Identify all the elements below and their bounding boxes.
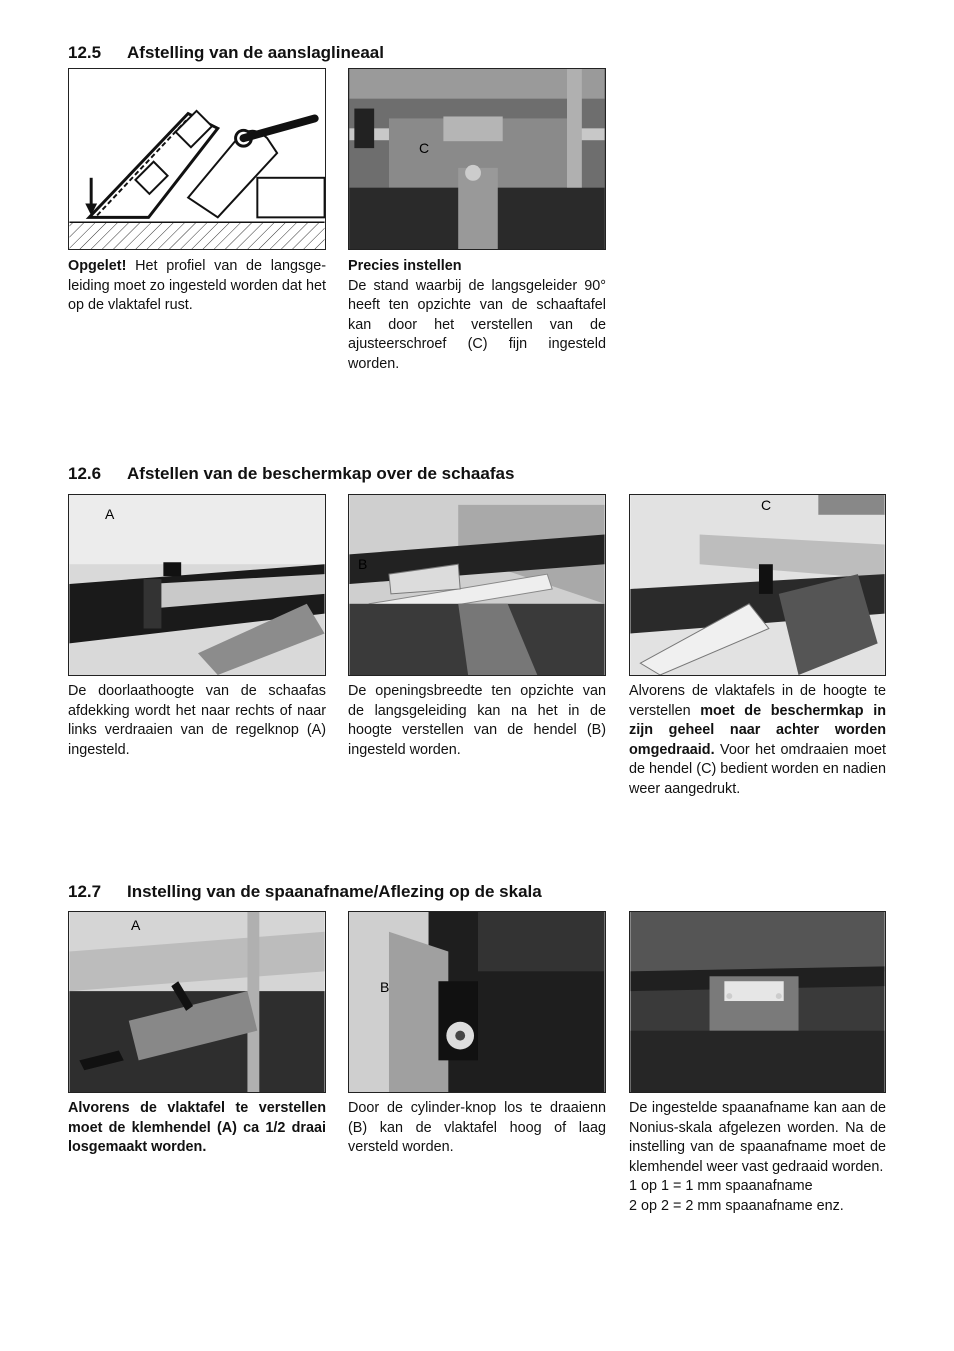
caption-nonius-scale [629,1099,886,1216]
figure-fence-profile-diagram [68,68,326,250]
caption-line-2: 2 op 2 = 2 mm spaanafname enz. [629,1197,844,1214]
caption-fence-profile [68,257,326,316]
caption-adjustment-knob [68,682,326,760]
caption-warning: Opgelet! [68,258,127,274]
section-title: Afstelling van de aanslaglineaal [127,43,384,62]
caption-text: Door de cylinder-knop los te draaienn (B) kan de vlaktafel hoog of laag versteld worden. [348,1100,606,1155]
caption-text: De openingsbreedte ten opzichte van de langsgeleiding kan na het in de hoogte verstellen van de hendel (B) ingesteld worden. [348,683,606,758]
callout-label: A [131,917,141,933]
section-title: Instelling van de spaanafname/Aflezing op de skala [127,882,542,901]
figure-adjusting-screw-photo [348,68,606,250]
section-number: 12.6 [68,464,102,483]
caption-text-pre: Alvorens de vlaktafels in de hoogte te verstellen [629,683,886,719]
caption-text: De stand waarbij de langsgeleider 90° heeft ten opzichte van de schaaftafel kan door het verstellen van de ajusteerschroef (C) fijn ingesteld worden. [348,277,606,372]
caption-cylinder-knob [348,1099,606,1158]
caption-text: De ingestelde spaanafname kan aan de Nonius-skala afgelezen worden. Na de instelling van de spaanafname moet de klemhendel weer vast gedraaid worden. [629,1100,886,1175]
caption-text-bold: Alvorens de vlaktafel te verstellen moet de klemhendel (A) ca 1/2 draai losgemaakt worden. [68,1100,326,1155]
figure-nonius-scale-photo [629,911,886,1093]
caption-line-1: 1 op 1 = 1 mm spaanafname [629,1178,813,1194]
section-heading-12-6 [68,464,514,484]
caption-text-post: Voor het omdraaien moet de hendel (C) bedient worden en nadien weer aangedrukt. [629,741,886,797]
section-heading-12-5 [68,43,384,63]
figure-guard-lever-photo [629,494,886,676]
callout-label: B [358,556,368,572]
caption-clamp-lever [68,1099,326,1158]
section-number: 12.5 [68,43,102,62]
caption-adjusting-screw [348,257,606,374]
caption-guard-lever [629,682,886,799]
callout-label: C [419,140,430,156]
callout-label: B [380,979,390,995]
callout-label: A [105,506,115,522]
figure-clamp-lever-photo [68,911,326,1093]
caption-lever [348,682,606,760]
figure-lever-photo [348,494,606,676]
section-title: Afstellen van de beschermkap over de schaafas [127,464,515,483]
caption-title: Precies instellen [348,258,462,274]
caption-text-bold: moet de beschermkap in zijn geheel naar achter worden omgedraaid. [629,702,887,758]
section-heading-12-7 [68,882,542,902]
section-number: 12.7 [68,882,102,901]
caption-text: Het profiel van de langsgeleiding moet zo ingesteld worden dat het op de vlaktafel rust. [68,258,326,313]
figure-cylinder-knob-photo [348,911,606,1093]
caption-text: De doorlaathoogte van de schaafas afdekking wordt het naar rechts of naar links verdraaien van de regelknop (A) ingesteld. [68,683,326,758]
callout-label: C [761,497,772,513]
